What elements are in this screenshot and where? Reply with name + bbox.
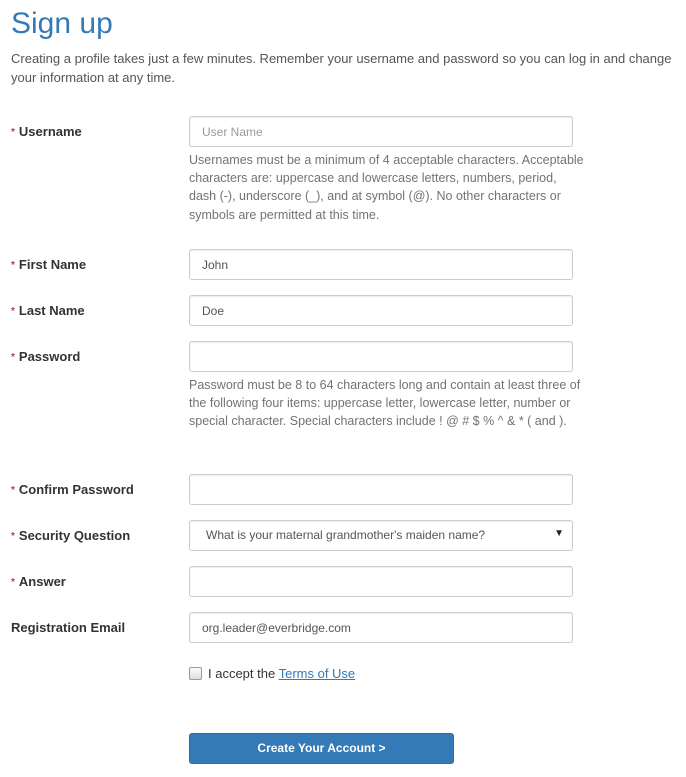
required-marker: * xyxy=(11,260,15,271)
answer-label: * Answer xyxy=(11,574,66,589)
required-marker: * xyxy=(11,352,15,363)
required-marker: * xyxy=(11,306,15,317)
last-name-input[interactable] xyxy=(189,295,573,326)
last-name-label: * Last Name xyxy=(11,303,85,318)
security-question-select[interactable] xyxy=(189,520,573,551)
terms-checkbox[interactable] xyxy=(189,667,202,680)
first-name-input[interactable] xyxy=(189,249,573,280)
username-help: Usernames must be a minimum of 4 acceptable characters. Acceptable characters are: uppercase and lowercase letters, numbers, period, dash (-), underscore (_), and at symbol (@). No other characters or symbols are permitted at this time. xyxy=(189,153,584,222)
required-marker: * xyxy=(11,485,15,496)
security-question-selected: What is your maternal grandmother's maiden name? xyxy=(206,528,486,542)
answer-input[interactable] xyxy=(189,566,573,597)
password-label: * Password xyxy=(11,349,81,364)
required-marker: * xyxy=(11,577,15,588)
password-help: Password must be 8 to 64 characters long and contain at least three of the following four items: uppercase letter, lowercase letter, number or special character. Special characters include ! @ # $ % ^ & * ( and ). xyxy=(189,378,581,429)
security-question-label: * Security Question xyxy=(11,528,131,543)
username-label: * Username xyxy=(11,124,82,139)
required-marker: * xyxy=(11,127,15,138)
required-marker: * xyxy=(11,531,15,542)
page-title: Sign up xyxy=(11,7,113,40)
registration-email-label: Registration Email xyxy=(11,620,126,635)
terms-prefix: I accept the xyxy=(208,666,279,681)
registration-email-input[interactable] xyxy=(189,612,573,643)
password-input[interactable] xyxy=(189,341,573,372)
username-input[interactable] xyxy=(189,116,573,147)
first-name-label: * First Name xyxy=(11,257,87,272)
confirm-password-input[interactable] xyxy=(189,474,573,505)
page-intro: Creating a profile takes just a few minutes. Remember your username and password so you can log in and change your information at any time. xyxy=(11,51,672,85)
terms-of-use-link[interactable]: Terms of Use xyxy=(278,666,356,681)
dropdown-arrow-icon[interactable]: ▼ xyxy=(554,528,564,539)
confirm-password-label: * Confirm Password xyxy=(11,482,134,497)
create-account-button[interactable]: Create Your Account > xyxy=(189,733,454,764)
terms-row xyxy=(189,665,355,683)
